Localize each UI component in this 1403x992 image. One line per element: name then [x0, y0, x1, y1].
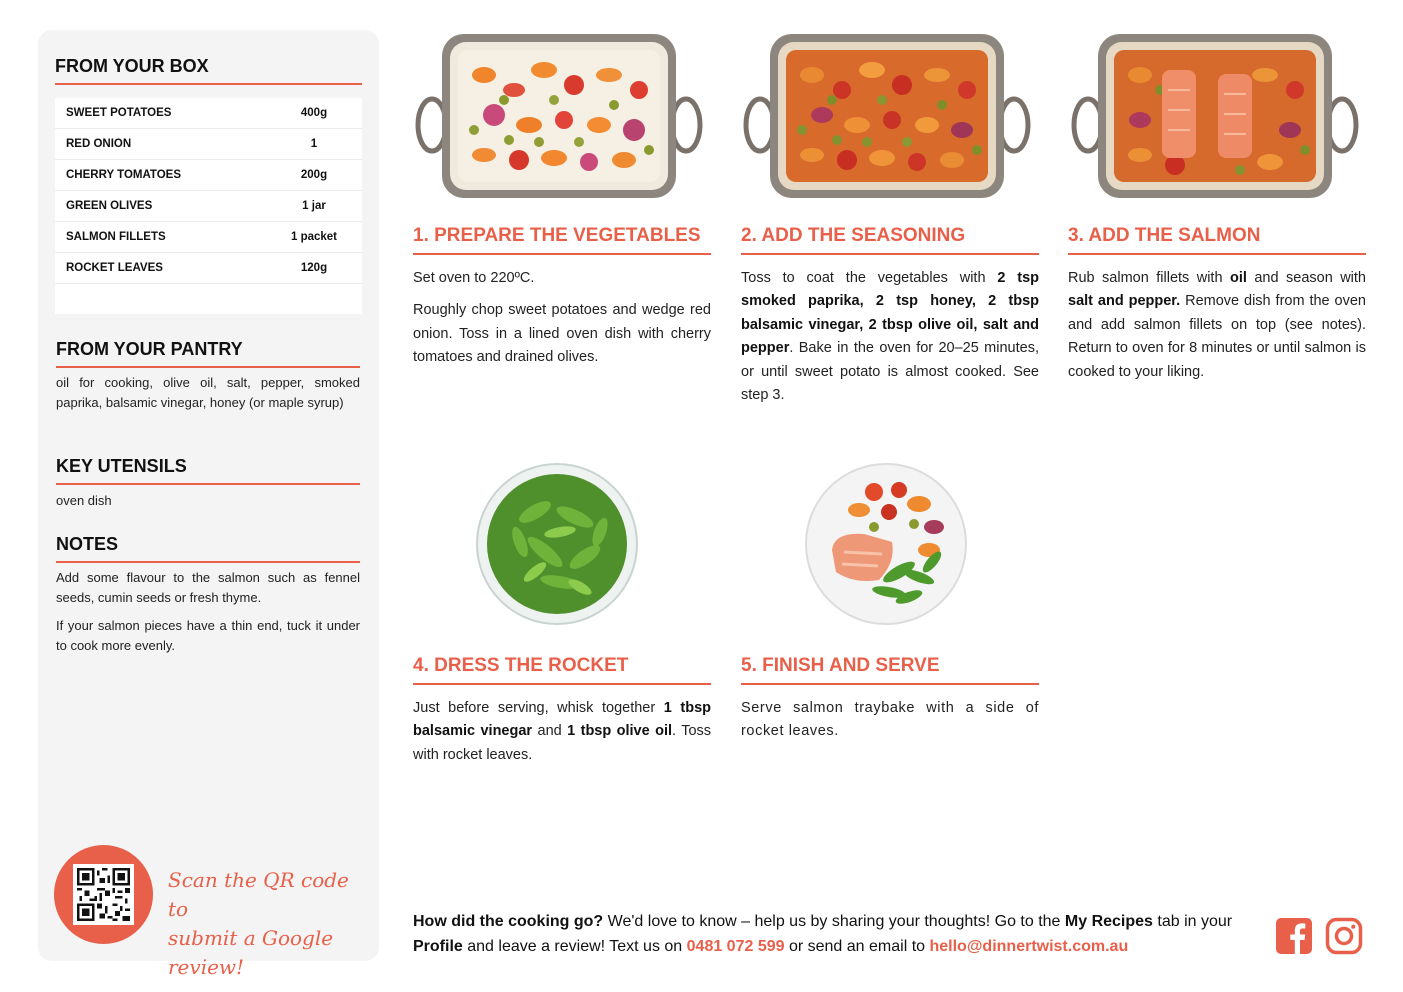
table-row: [55, 160, 362, 191]
tray-vegetables-photo: [414, 30, 704, 202]
utensils-text: oven dish: [56, 493, 112, 508]
ingredient-qty: 1 jar: [302, 200, 326, 212]
notes-paragraph: Add some flavour to the salmon such as fennel seeds, cumin seeds or fresh thyme.: [56, 570, 360, 605]
rocket-bowl-photo: [475, 462, 639, 626]
footer-text: and leave a review! Text us on: [462, 938, 687, 955]
pantry-text: oil for cooking, olive oil, salt, pepper, smoked paprika, balsamic vinegar, honey (or maple syrup): [56, 375, 360, 410]
facebook-icon[interactable]: [1275, 917, 1313, 955]
tray-salmon-photo: [1070, 30, 1360, 202]
step-1-body: [413, 267, 711, 370]
footer-email-link[interactable]: hello@dinnertwist.com.au: [929, 938, 1129, 955]
step-3-text: and season with: [1246, 270, 1366, 286]
step-4-body: [413, 697, 711, 767]
step-3-title: 3. ADD THE SALMON: [1068, 225, 1366, 255]
served-plate-photo: [804, 462, 968, 626]
step-4-title: 4. DRESS THE ROCKET: [413, 655, 711, 685]
step-3-text: Remove dish from the oven and add salmon fillets on top (see notes). Return to oven for 8 minutes or until salmon is cooked to your liking.: [1068, 293, 1366, 380]
step-1-paragraph: Roughly chop sweet potatoes and wedge red onion. Toss in a lined oven dish with cherry tomatoes and drained olives.: [413, 302, 711, 366]
step-4-text: and: [532, 723, 568, 740]
ingredient-qty: 1: [310, 138, 318, 150]
table-row: [55, 191, 362, 222]
step-2-title: 2. ADD THE SEASONING: [741, 225, 1039, 255]
step-3-salt-pepper: salt and pepper.: [1068, 293, 1181, 310]
tray-seasoned-photo: [742, 30, 1032, 202]
footer-profile[interactable]: Profile: [413, 938, 463, 955]
ingredient-qty: 400g: [300, 107, 328, 119]
step-4-text: Just before serving, whisk together: [413, 700, 664, 716]
step-3-oil: oil: [1229, 270, 1247, 286]
from-your-box-title: FROM YOUR BOX: [55, 56, 362, 85]
step-2-seasoning: 2 tsp smoked paprika, 2 tsp honey, 2 tbsp balsamic vinegar, 2 tbsp olive oil, salt and pepper: [741, 270, 1039, 357]
table-row: [55, 222, 362, 253]
step-5-title: 5. FINISH AND SERVE: [741, 655, 1039, 685]
footer-phone-link[interactable]: 0481 072 599: [686, 938, 785, 955]
ingredient-qty: 200g: [300, 169, 328, 181]
ingredient-qty: 120g: [300, 262, 328, 274]
step-5-body: [741, 697, 1039, 744]
table-row: [55, 98, 362, 129]
ingredient-name: ROCKET LEAVES: [66, 262, 163, 274]
box-ingredients-table: [55, 98, 362, 314]
step-5-paragraph: Serve salmon traybake with a side of rocket leaves.: [741, 700, 1039, 740]
from-your-pantry-title: FROM YOUR PANTRY: [56, 339, 360, 368]
footer-text: We'd love to know – help us by sharing your thoughts! Go to the: [603, 913, 1065, 930]
table-row: [55, 253, 362, 284]
ingredient-name: CHERRY TOMATOES: [66, 169, 182, 181]
qr-code-badge[interactable]: [54, 845, 153, 944]
step-4-olive-oil: 1 tbsp olive oil: [567, 723, 673, 740]
step-2-text: . Bake in the oven for 20–25 minutes, or until sweet potato is almost cooked. See step 3.: [741, 340, 1039, 404]
step-1-title: 1. PREPARE THE VEGETABLES: [413, 225, 711, 255]
qr-review-prompt: [168, 866, 368, 982]
step-1-paragraph: Set oven to 220ºC.: [413, 270, 535, 286]
step-2-body: [741, 267, 1039, 407]
ingredient-qty: 1 packet: [290, 231, 338, 243]
qr-prompt-line: Scan the QR code to: [168, 868, 349, 921]
step-2-text: Toss to coat the vegetables with: [741, 270, 998, 286]
footer-text: or send an email to: [784, 938, 930, 955]
notes-text: [56, 568, 360, 656]
key-utensils-title: KEY UTENSILS: [56, 456, 360, 485]
notes-paragraph: If your salmon pieces have a thin end, tuck it under to cook more evenly.: [56, 618, 360, 653]
footer-my-recipes[interactable]: My Recipes: [1064, 913, 1153, 930]
step-4-vinegar: 1 tbsp balsamic vinegar: [413, 700, 711, 740]
ingredient-name: SWEET POTATOES: [66, 107, 172, 119]
ingredient-name: GREEN OLIVES: [66, 200, 153, 212]
table-row: [55, 129, 362, 160]
review-footer: [413, 909, 1263, 959]
ingredient-name: RED ONION: [66, 138, 132, 150]
footer-question: How did the cooking go?: [413, 913, 604, 930]
step-3-text: Rub salmon fillets with: [1068, 270, 1230, 286]
notes-title: NOTES: [56, 534, 360, 563]
step-4-text: . Toss with rocket leaves.: [413, 723, 712, 763]
qr-code-icon: [73, 864, 134, 925]
footer-text: tab in your: [1152, 913, 1233, 930]
step-3-body: [1068, 267, 1366, 384]
instagram-icon[interactable]: [1325, 917, 1363, 955]
ingredient-name: SALMON FILLETS: [66, 231, 166, 243]
qr-prompt-line: submit a Google review!: [168, 926, 334, 979]
